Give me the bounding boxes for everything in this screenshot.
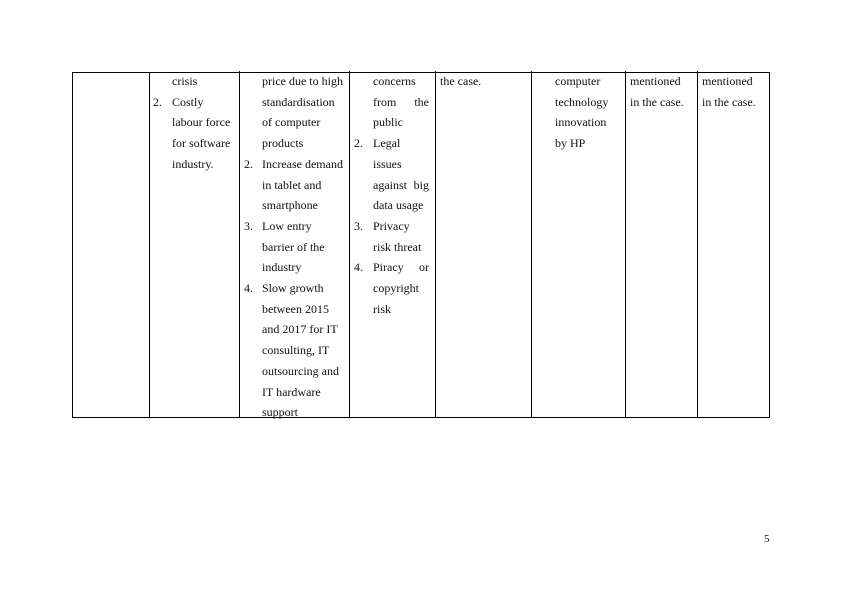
text-line: Piracy or (373, 260, 429, 275)
table-cell-col7 (626, 71, 698, 417)
table-cell-col8 (698, 71, 769, 417)
list-number: 4. (354, 260, 363, 275)
text-line: computer (555, 74, 601, 88)
text-line: price due to high (262, 74, 343, 88)
text-line: between 2015 (262, 301, 329, 316)
table-cell-col4 (350, 71, 436, 417)
text-line: barrier of the (262, 239, 325, 254)
text-line: mentioned (702, 74, 753, 88)
text-line: public (373, 115, 403, 130)
text-line: of computer (262, 115, 321, 130)
text-line: Costly (172, 94, 204, 109)
text-line: issues (373, 156, 402, 171)
list-item (350, 216, 435, 257)
text-line: industry (262, 260, 302, 275)
text-line: products (262, 136, 304, 151)
text-line: and 2017 for IT (262, 322, 338, 337)
text-line: risk (373, 301, 391, 316)
text-line: outsourcing and (262, 363, 339, 378)
text-line: concerns (373, 74, 416, 88)
text-line: Slow growth (262, 281, 324, 296)
text-line: Increase demand (262, 156, 343, 171)
text-line: risk threat (373, 239, 422, 254)
cell-text (532, 71, 625, 154)
list-item (240, 154, 349, 216)
text-line: copyright (373, 281, 419, 296)
text-line: smartphone (262, 198, 318, 213)
cell-text (626, 71, 697, 112)
list-number: 3. (354, 218, 363, 233)
text-line: against big (373, 177, 429, 192)
list-item (240, 216, 349, 278)
text-line: technology (555, 94, 609, 109)
list-number: 2. (153, 94, 162, 109)
cell-text (350, 71, 435, 133)
list-number: 4. (244, 281, 253, 296)
text-line: for software (172, 136, 231, 151)
cell-text (698, 71, 769, 112)
text-line: data usage (373, 198, 424, 213)
table-cell-col2 (150, 71, 240, 417)
text-line: crisis (172, 74, 198, 88)
text-line: in tablet and (262, 177, 322, 192)
text-line: in the case. (630, 94, 684, 109)
list-item (350, 257, 435, 319)
table-cell-col1 (73, 73, 150, 417)
list-item (150, 92, 239, 175)
table-cell-col6 (532, 71, 626, 417)
list-number: 3. (244, 218, 253, 233)
cell-text (436, 71, 531, 92)
list-item (240, 278, 349, 423)
table-cell-col3 (240, 71, 350, 420)
text-line: support (262, 405, 298, 420)
text-line: industry. (172, 156, 214, 171)
page-number: 5 (764, 533, 770, 545)
text-line: standardisation (262, 94, 335, 109)
text-line: the case. (440, 74, 482, 88)
document-table (72, 72, 770, 418)
list-number: 2. (244, 156, 253, 171)
text-line: labour force (172, 115, 231, 130)
text-line: Low entry (262, 218, 312, 233)
text-line: innovation (555, 115, 607, 130)
list-item (350, 133, 435, 216)
list-number: 2. (354, 136, 363, 151)
text-line: in the case. (702, 94, 756, 109)
text-line: consulting, IT (262, 343, 330, 358)
cell-text (240, 71, 349, 154)
text-line: Legal (373, 136, 401, 151)
table-cell-col5 (436, 71, 532, 417)
text-line: Privacy (373, 218, 410, 233)
text-line: IT hardware (262, 384, 321, 399)
text-line: by HP (555, 136, 586, 151)
text-line: mentioned (630, 74, 681, 88)
text-line: from the (373, 94, 429, 109)
cell-text (150, 71, 239, 92)
